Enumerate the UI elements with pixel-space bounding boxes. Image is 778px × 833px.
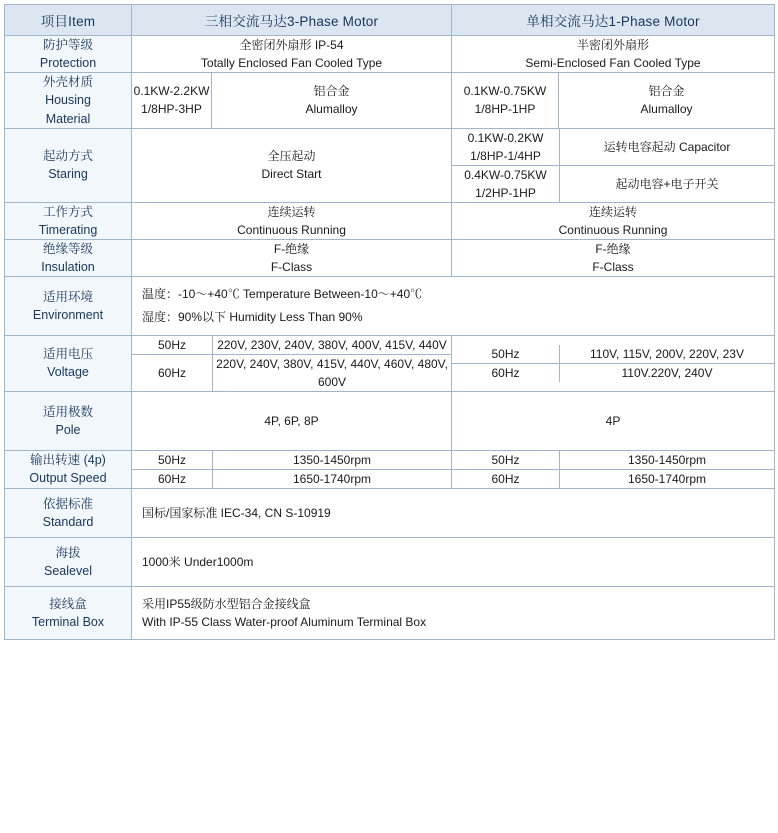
starting-one-phase-subtable [452, 129, 774, 202]
value-cn: 全密闭外扇形 IP-54 [239, 38, 344, 53]
label-cn: 输出转速 (4p) [30, 453, 106, 468]
timerating-three-phase [132, 202, 452, 239]
label-en-1: Housing [45, 93, 91, 108]
voltage-tp-row-2 [132, 354, 451, 391]
table-header-row [5, 5, 775, 36]
value-en: Alumalloy [640, 102, 693, 117]
terminal-box-cn: 采用IP55级防水型铝合金接线盒 [142, 596, 311, 611]
row-label-environment [5, 277, 132, 336]
terminal-box-value [132, 586, 775, 639]
speed-tp-hz-2: 60Hz [132, 469, 213, 488]
value-en: Semi-Enclosed Fan Cooled Type [525, 56, 701, 71]
voltage-three-phase-subtable [132, 336, 451, 391]
speed-tp-row-1 [132, 451, 451, 470]
voltage-tp-row-1 [132, 336, 451, 355]
value-en: Totally Enclosed Fan Cooled Type [200, 56, 383, 71]
table-row-protection [5, 36, 775, 73]
table-row-standard [5, 488, 775, 537]
voltage-op-row-1 [452, 345, 774, 364]
starting-sub-row-1 [452, 129, 774, 166]
starting-range-2 [452, 165, 560, 202]
speed-op-row-2 [452, 469, 774, 488]
label-cn: 依据标准 [42, 496, 93, 511]
spec-sheet [0, 4, 778, 833]
label-en: Voltage [47, 365, 89, 380]
value-en: F-Class [592, 260, 634, 274]
label-cn: 适用环境 [42, 289, 93, 304]
value-line-1: 220V, 240V, 380V, 415V, [216, 356, 348, 371]
voltage-op-values-2: 110V.220V, 240V [560, 363, 775, 382]
row-label-housing [5, 73, 132, 128]
value-line-2: 400V, 415V, 440V [351, 337, 447, 352]
row-label-voltage [5, 335, 132, 391]
voltage-one-phase-subtable [452, 345, 774, 382]
output-speed-three-phase-group [132, 450, 452, 488]
range-line-2: 1/8HP-3HP [141, 102, 202, 117]
housing-three-phase-range [132, 73, 212, 128]
row-label-insulation [5, 239, 132, 276]
row-label-output-speed [5, 450, 132, 488]
starting-range-1 [452, 129, 560, 166]
range-line-2: 1/8HP-1/4HP [470, 148, 541, 163]
value-cn: 半密闭外扇形 [576, 38, 649, 53]
range-line-1: 0.4KW-0.75KW [464, 167, 547, 182]
voltage-op-hz-1: 50Hz [452, 345, 560, 364]
label-en: Sealevel [44, 563, 92, 578]
starting-three-phase [132, 128, 452, 202]
header-one-phase: 单相交流马达1-Phase Motor [452, 5, 775, 36]
label-cn: 接线盒 [49, 596, 87, 611]
row-label-terminal-box [5, 586, 132, 639]
range-line-2: 1/8HP-1HP [474, 102, 536, 117]
housing-one-phase-range [452, 73, 559, 128]
value-line-2: 440V, 460V, 480V, 600V [317, 356, 448, 389]
header-item: 项目Item [5, 5, 132, 36]
voltage-one-phase-group [452, 335, 775, 391]
housing-one-phase-material [559, 73, 775, 128]
voltage-tp-hz-2: 60Hz [132, 354, 213, 391]
starting-sub-row-2 [452, 165, 774, 202]
row-label-timerating [5, 202, 132, 239]
range-line-2: 1/2HP-1HP [475, 185, 536, 200]
label-en: Standard [42, 514, 94, 529]
value-en: Direct Start [261, 167, 322, 182]
value-cn: 连续运转 [267, 204, 316, 219]
value-cn: 铝合金 [648, 84, 685, 99]
protection-one-phase [452, 36, 775, 73]
label-cn: 适用电压 [42, 347, 93, 362]
protection-three-phase [132, 36, 452, 73]
row-label-pole [5, 391, 132, 450]
table-row-timerating [5, 202, 775, 239]
value-cn: 全压起动 [267, 149, 316, 164]
range-line-1: 0.1KW-0.75KW [463, 84, 547, 99]
value-line-1: 220V, 230V, 240V, 380V, [217, 337, 349, 352]
pole-three-phase: 4P, 6P, 8P [132, 391, 452, 450]
row-label-protection [5, 36, 132, 73]
insulation-one-phase [452, 239, 775, 276]
environment-value [132, 277, 775, 336]
output-speed-one-phase-group [452, 450, 775, 488]
label-en: Timerating [38, 222, 98, 237]
value-cn: F-绝缘 [595, 242, 631, 256]
voltage-op-values-1 [560, 345, 775, 364]
label-cn: 起动方式 [42, 149, 93, 163]
environment-temperature: 温度：-10～+40℃ Temperature Between-10～+40℃ [142, 287, 423, 302]
value-line-2: 220V, 23V [689, 346, 744, 361]
voltage-three-phase-group [132, 335, 452, 391]
value-en: Continuous Running [237, 222, 346, 237]
label-cn: 外壳材质 [42, 75, 93, 90]
range-line-1: 0.1KW-2.2KW [133, 84, 210, 99]
row-label-standard [5, 488, 132, 537]
label-en: Pole [55, 422, 81, 437]
speed-op-row-1 [452, 451, 774, 470]
starting-value-2: 起动电容+电子开关 [560, 165, 775, 202]
value-en: Continuous Running [558, 222, 668, 237]
table-row-insulation [5, 239, 775, 276]
terminal-box-en: With IP-55 Class Water-proof Aluminum Terminal Box [142, 614, 427, 629]
speed-op-hz-1: 50Hz [452, 451, 560, 470]
timerating-one-phase [452, 202, 775, 239]
header-three-phase: 三相交流马达3-Phase Motor [132, 5, 452, 36]
row-label-starting [5, 128, 132, 202]
table-row-sealevel [5, 537, 775, 586]
value-en: F-Class [270, 260, 313, 274]
value-line-1: 110V, 115V, 200V, [590, 346, 686, 361]
voltage-op-row-2 [452, 363, 774, 382]
label-cn: 防护等级 [42, 38, 93, 52]
speed-op-value-1: 1350-1450rpm [560, 451, 775, 470]
housing-three-phase-material [212, 73, 452, 128]
label-en: Environment [32, 307, 104, 322]
table-row-pole [5, 391, 775, 450]
speed-tp-value-1: 1350-1450rpm [213, 451, 452, 470]
table-row-output-speed [5, 450, 775, 488]
environment-humidity: 湿度：90%以下 Humidity Less Than 90% [142, 309, 363, 324]
label-en: Insulation [41, 260, 95, 274]
label-en: Staring [48, 167, 88, 182]
voltage-tp-values-2 [213, 354, 452, 391]
label-cn: 适用极数 [42, 404, 93, 419]
label-cn: 海拔 [55, 545, 81, 560]
label-en: Terminal Box [31, 614, 105, 629]
voltage-tp-values-1 [213, 336, 452, 355]
speed-tp-row-2 [132, 469, 451, 488]
specification-table [4, 4, 775, 640]
table-row-housing [5, 73, 775, 128]
value-en: Alumalloy [305, 102, 358, 117]
output-speed-three-phase-subtable [132, 451, 451, 488]
value-cn: 连续运转 [588, 204, 637, 219]
starting-value-1: 运转电容起动 Capacitor [560, 129, 775, 166]
starting-one-phase-group [452, 128, 775, 202]
speed-op-value-2: 1650-1740rpm [560, 469, 775, 488]
label-cn: 工作方式 [42, 204, 93, 219]
label-en: Output Speed [29, 471, 107, 486]
table-row-environment [5, 277, 775, 336]
output-speed-one-phase-subtable [452, 451, 774, 488]
table-row-starting [5, 128, 775, 202]
pole-one-phase: 4P [452, 391, 775, 450]
speed-tp-value-2: 1650-1740rpm [213, 469, 452, 488]
label-cn: 绝缘等级 [42, 241, 93, 256]
range-line-1: 0.1KW-0.2KW [467, 130, 544, 145]
row-label-sealevel [5, 537, 132, 586]
value-cn: 铝合金 [313, 84, 350, 99]
label-en: Protection [39, 56, 97, 71]
sealevel-value: 1000米 Under1000m [132, 537, 775, 586]
table-row-voltage [5, 335, 775, 391]
table-row-terminal-box [5, 586, 775, 639]
voltage-op-hz-2: 60Hz [452, 363, 560, 382]
label-en-2: Material [45, 111, 91, 126]
voltage-tp-hz-1: 50Hz [132, 336, 213, 355]
value-cn: F-绝缘 [273, 242, 310, 256]
speed-op-hz-2: 60Hz [452, 469, 560, 488]
speed-tp-hz-1: 50Hz [132, 451, 213, 470]
insulation-three-phase [132, 239, 452, 276]
standard-value: 国标/国家标准 IEC-34, CN S-10919 [132, 488, 775, 537]
